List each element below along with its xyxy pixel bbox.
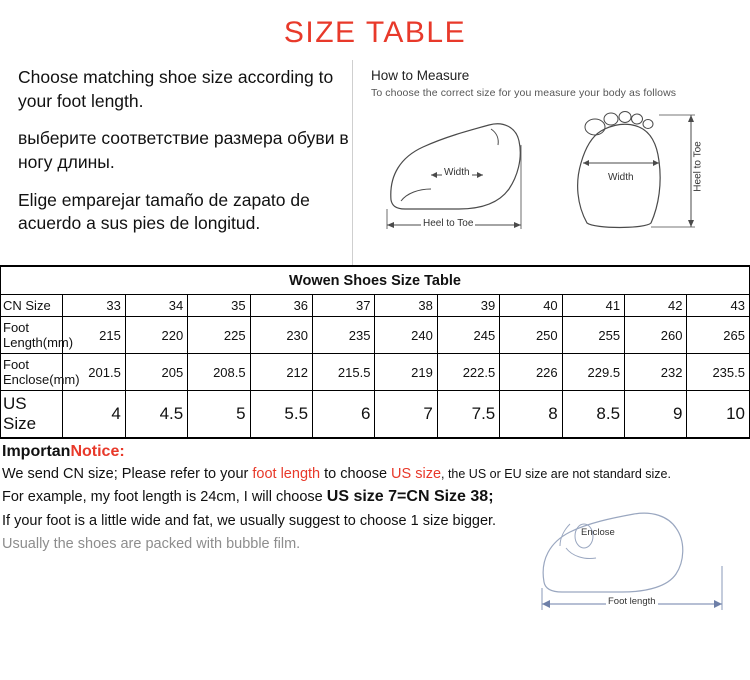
cell-fe-5: 219 (375, 354, 437, 391)
cell-fe-9: 232 (625, 354, 687, 391)
side-heel-to-toe-label: Heel to Toe (423, 218, 474, 229)
top-heel-to-toe-label: Heel to Toe (692, 141, 704, 192)
cell-fl-2: 225 (188, 317, 250, 354)
notice-title-red: Notice: (70, 443, 125, 460)
table-row-us-size (1, 391, 750, 438)
row-label-us-size: US Size (1, 391, 63, 438)
cell-fe-7: 226 (500, 354, 562, 391)
foot-length-label: Foot length (608, 596, 656, 607)
cell-us-3: 5.5 (250, 391, 312, 438)
notice-line-3: If your foot is a little wide and fat, we usually suggest to choose 1 size bigger. (2, 513, 497, 530)
notice-line-1-c: , the US or EU size are not standard size. (441, 467, 671, 481)
cell-cn-7: 40 (500, 295, 562, 317)
cell-cn-1: 34 (125, 295, 187, 317)
cell-us-1: 4.5 (125, 391, 187, 438)
size-table-wrap (0, 265, 750, 439)
cell-cn-0: 33 (63, 295, 125, 317)
cell-fe-4: 215.5 (313, 354, 375, 391)
cell-fl-5: 240 (375, 317, 437, 354)
enclose-label: Enclose (581, 527, 615, 538)
cell-fl-7: 250 (500, 317, 562, 354)
notice-line-4: Usually the shoes are packed with bubble film. (2, 535, 301, 552)
table-caption-row (1, 267, 750, 295)
cell-fe-3: 212 (250, 354, 312, 391)
intro-block (8, 60, 353, 265)
cell-fl-9: 260 (625, 317, 687, 354)
cell-fe-6: 222.5 (437, 354, 499, 391)
notice-line-2-bold: US size 7=CN Size 38; (326, 488, 494, 506)
cell-us-6: 7.5 (437, 391, 499, 438)
notice-section (0, 439, 750, 616)
top-width-label: Width (608, 172, 634, 183)
cell-us-7: 8 (500, 391, 562, 438)
size-table (0, 266, 750, 438)
upper-section (0, 60, 750, 265)
cell-cn-3: 36 (250, 295, 312, 317)
notice-line-2-a: For example, my foot length is 24cm, I will choose (2, 489, 327, 506)
cell-fl-8: 255 (562, 317, 624, 354)
side-width-label: Width (444, 167, 470, 178)
row-label-foot-length: Foot Length(mm) (1, 317, 63, 354)
notice-title-black: Importan (2, 443, 71, 460)
cell-us-5: 7 (375, 391, 437, 438)
cell-fl-1: 220 (125, 317, 187, 354)
intro-line-es: Elige emparejar tamaño de zapato de acuerdo a sus pies de longitud. (18, 189, 310, 234)
cell-us-10: 10 (687, 391, 750, 438)
cell-fe-8: 229.5 (562, 354, 624, 391)
cell-fe-2: 208.5 (188, 354, 250, 391)
cell-fe-1: 205 (125, 354, 187, 391)
row-label-foot-enclose: Foot Enclose(mm) (1, 354, 63, 391)
table-caption: Wowen Shoes Size Table (1, 267, 750, 295)
notice-line-1-red-us-size: US size (391, 466, 442, 482)
measure-diagrams (371, 103, 742, 238)
row-label-cn-size: CN Size (1, 295, 63, 317)
cell-fl-10: 265 (687, 317, 750, 354)
notice-line-1-red-foot-length: foot length (252, 466, 321, 482)
cell-cn-9: 42 (625, 295, 687, 317)
notice-title (2, 443, 750, 461)
table-row-cn-size (1, 295, 750, 317)
how-to-measure-subtext: To choose the correct size for you measure your body as follows (371, 87, 677, 99)
page-title: SIZE TABLE (283, 16, 467, 49)
how-to-measure-heading: How to Measure (371, 68, 470, 83)
notice-line-1-a: We send CN size; Please refer to your (2, 466, 253, 482)
cell-cn-6: 39 (437, 295, 499, 317)
cell-fe-0: 201.5 (63, 354, 125, 391)
cell-fl-6: 245 (437, 317, 499, 354)
cell-fe-10: 235.5 (687, 354, 750, 391)
intro-line-ru: выберите соответствие размера обуви в ногу длины. (18, 128, 349, 172)
cell-us-0: 4 (63, 391, 125, 438)
cell-us-8: 8.5 (562, 391, 624, 438)
cell-fl-3: 230 (250, 317, 312, 354)
intro-line-en: Choose matching shoe size according to your foot length. (18, 67, 334, 111)
cell-cn-8: 41 (562, 295, 624, 317)
notice-line-1 (2, 463, 750, 485)
table-row-foot-length (1, 317, 750, 354)
cell-us-2: 5 (188, 391, 250, 438)
table-row-foot-enclose (1, 354, 750, 391)
cell-us-4: 6 (313, 391, 375, 438)
how-to-measure-block (353, 60, 742, 265)
cell-us-9: 9 (625, 391, 687, 438)
cell-fl-0: 215 (63, 317, 125, 354)
cell-cn-5: 38 (375, 295, 437, 317)
cell-cn-2: 35 (188, 295, 250, 317)
foot-length-diagram (526, 496, 746, 616)
notice-line-1-b: to choose (320, 466, 392, 482)
cell-cn-4: 37 (313, 295, 375, 317)
cell-cn-10: 43 (687, 295, 750, 317)
cell-fl-4: 235 (313, 317, 375, 354)
